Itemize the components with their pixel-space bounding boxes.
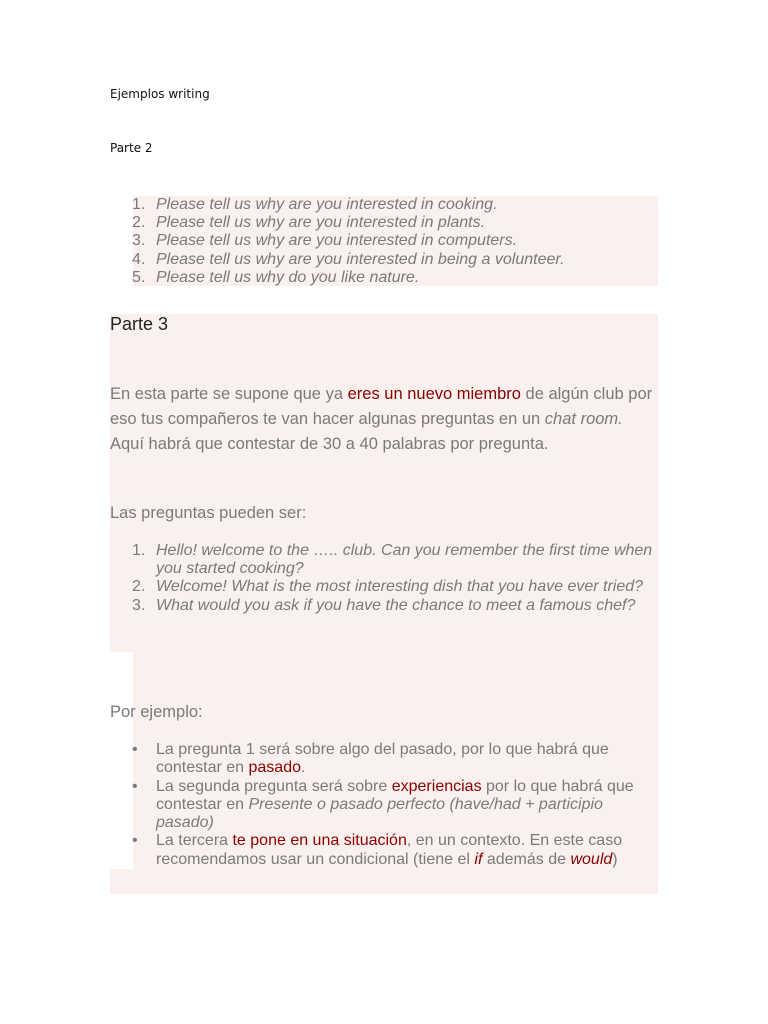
- list-item: • La segunda pregunta será sobre experiencias por lo que habrá que contestar en Presente o pasado perfecto (have/had + participio pasado): [132, 777, 634, 832]
- examples-bullet-list: [110, 741, 658, 869]
- section-heading-parte-3: Parte 3: [110, 314, 169, 334]
- list-item: • La tercera te pone en una situación, en un contexto. En este caso recomendamos usar un condicional (tiene el if además de would): [132, 832, 623, 868]
- document-title: Ejemplos writing: [110, 87, 210, 101]
- example-label: Por ejemplo:: [110, 703, 203, 721]
- list-item: 2. Welcome! What is the most interesting dish that you have ever tried?: [132, 578, 644, 596]
- list-item: • La pregunta 1 será sobre algo del pasado, por lo que habrá que contestar en pasado.: [132, 741, 609, 777]
- list-item: 2. Please tell us why are you interested in plants.: [132, 214, 486, 232]
- list-item: 3. Please tell us why are you interested in computers.: [132, 232, 518, 250]
- list-item: 3. What would you ask if you have the chance to meet a famous chef?: [132, 596, 636, 614]
- section-label-parte-2: Parte 2: [110, 141, 153, 155]
- questions-list: [110, 542, 658, 615]
- section-shade-bottom: [110, 869, 658, 894]
- list-item: 4. Please tell us why are you interested in being a volunteer.: [132, 250, 565, 268]
- intro-paragraph: En esta parte se supone que ya eres un nuevo miembro de algún club por eso tus compañeros te van hacer algunas preguntas en un chat room. Aquí habrá que contestar de 30 a 40 palabras por pregunta.: [110, 385, 653, 453]
- list-item: 1. Please tell us why are you interested in cooking.: [132, 196, 498, 213]
- parte2-list: [110, 196, 658, 287]
- highlight-text: eres un nuevo miembro: [347, 385, 521, 403]
- list-item: 1. Hello! welcome to the ….. club. Can you remember the first time when you started cooking?: [132, 542, 653, 578]
- list-item: 5. Please tell us why do you like nature.: [132, 268, 420, 286]
- questions-label: Las preguntas pueden ser:: [110, 504, 307, 522]
